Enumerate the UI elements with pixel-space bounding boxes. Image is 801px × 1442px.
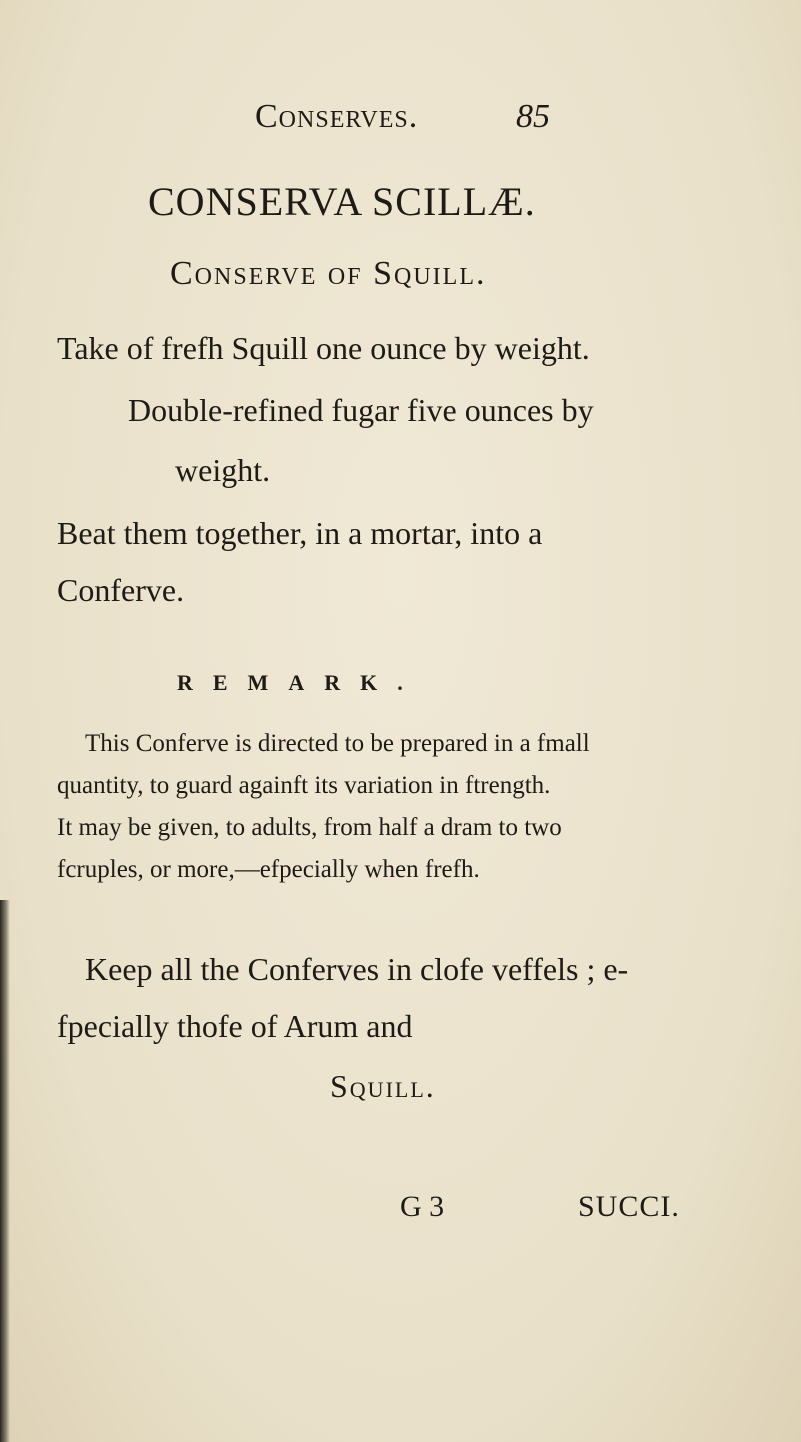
recipe-title: CONSERVA SCILLÆ. [148, 179, 536, 224]
remark-line: quantity, to guard againft its variation in ftrength. [57, 772, 551, 799]
recipe-line: Beat them together, in a mortar, into a [57, 515, 543, 551]
note-line: fpecially thofe of Arum and [57, 1008, 413, 1044]
recipe-line: weight. [175, 452, 271, 488]
recipe-line: Conferve. [57, 572, 185, 608]
remark-line: This Conferve is directed to be prepared in a fmall [85, 730, 590, 757]
running-title: Conserves. [255, 98, 419, 135]
page-number: 85 [516, 98, 550, 135]
recipe-line: Take of frefh Squill one ounce by weight. [57, 330, 590, 366]
remark-line: fcruples, or more,—efpecially when frefh. [57, 856, 480, 883]
remark-heading: REMARK. [177, 670, 423, 695]
remark-line: It may be given, to adults, from half a dram to two [57, 814, 562, 841]
page-binding-shadow [0, 900, 10, 1442]
signature-mark: G 3 [400, 1190, 445, 1223]
recipe-subtitle: Conserve of Squill. [170, 255, 487, 292]
recipe-line: Double-refined fugar five ounces by [128, 392, 594, 428]
note-line: Squill. [330, 1068, 436, 1104]
catchword: SUCCI. [578, 1190, 680, 1223]
note-line: Keep all the Conferves in clofe veffels ; e- [85, 951, 629, 987]
